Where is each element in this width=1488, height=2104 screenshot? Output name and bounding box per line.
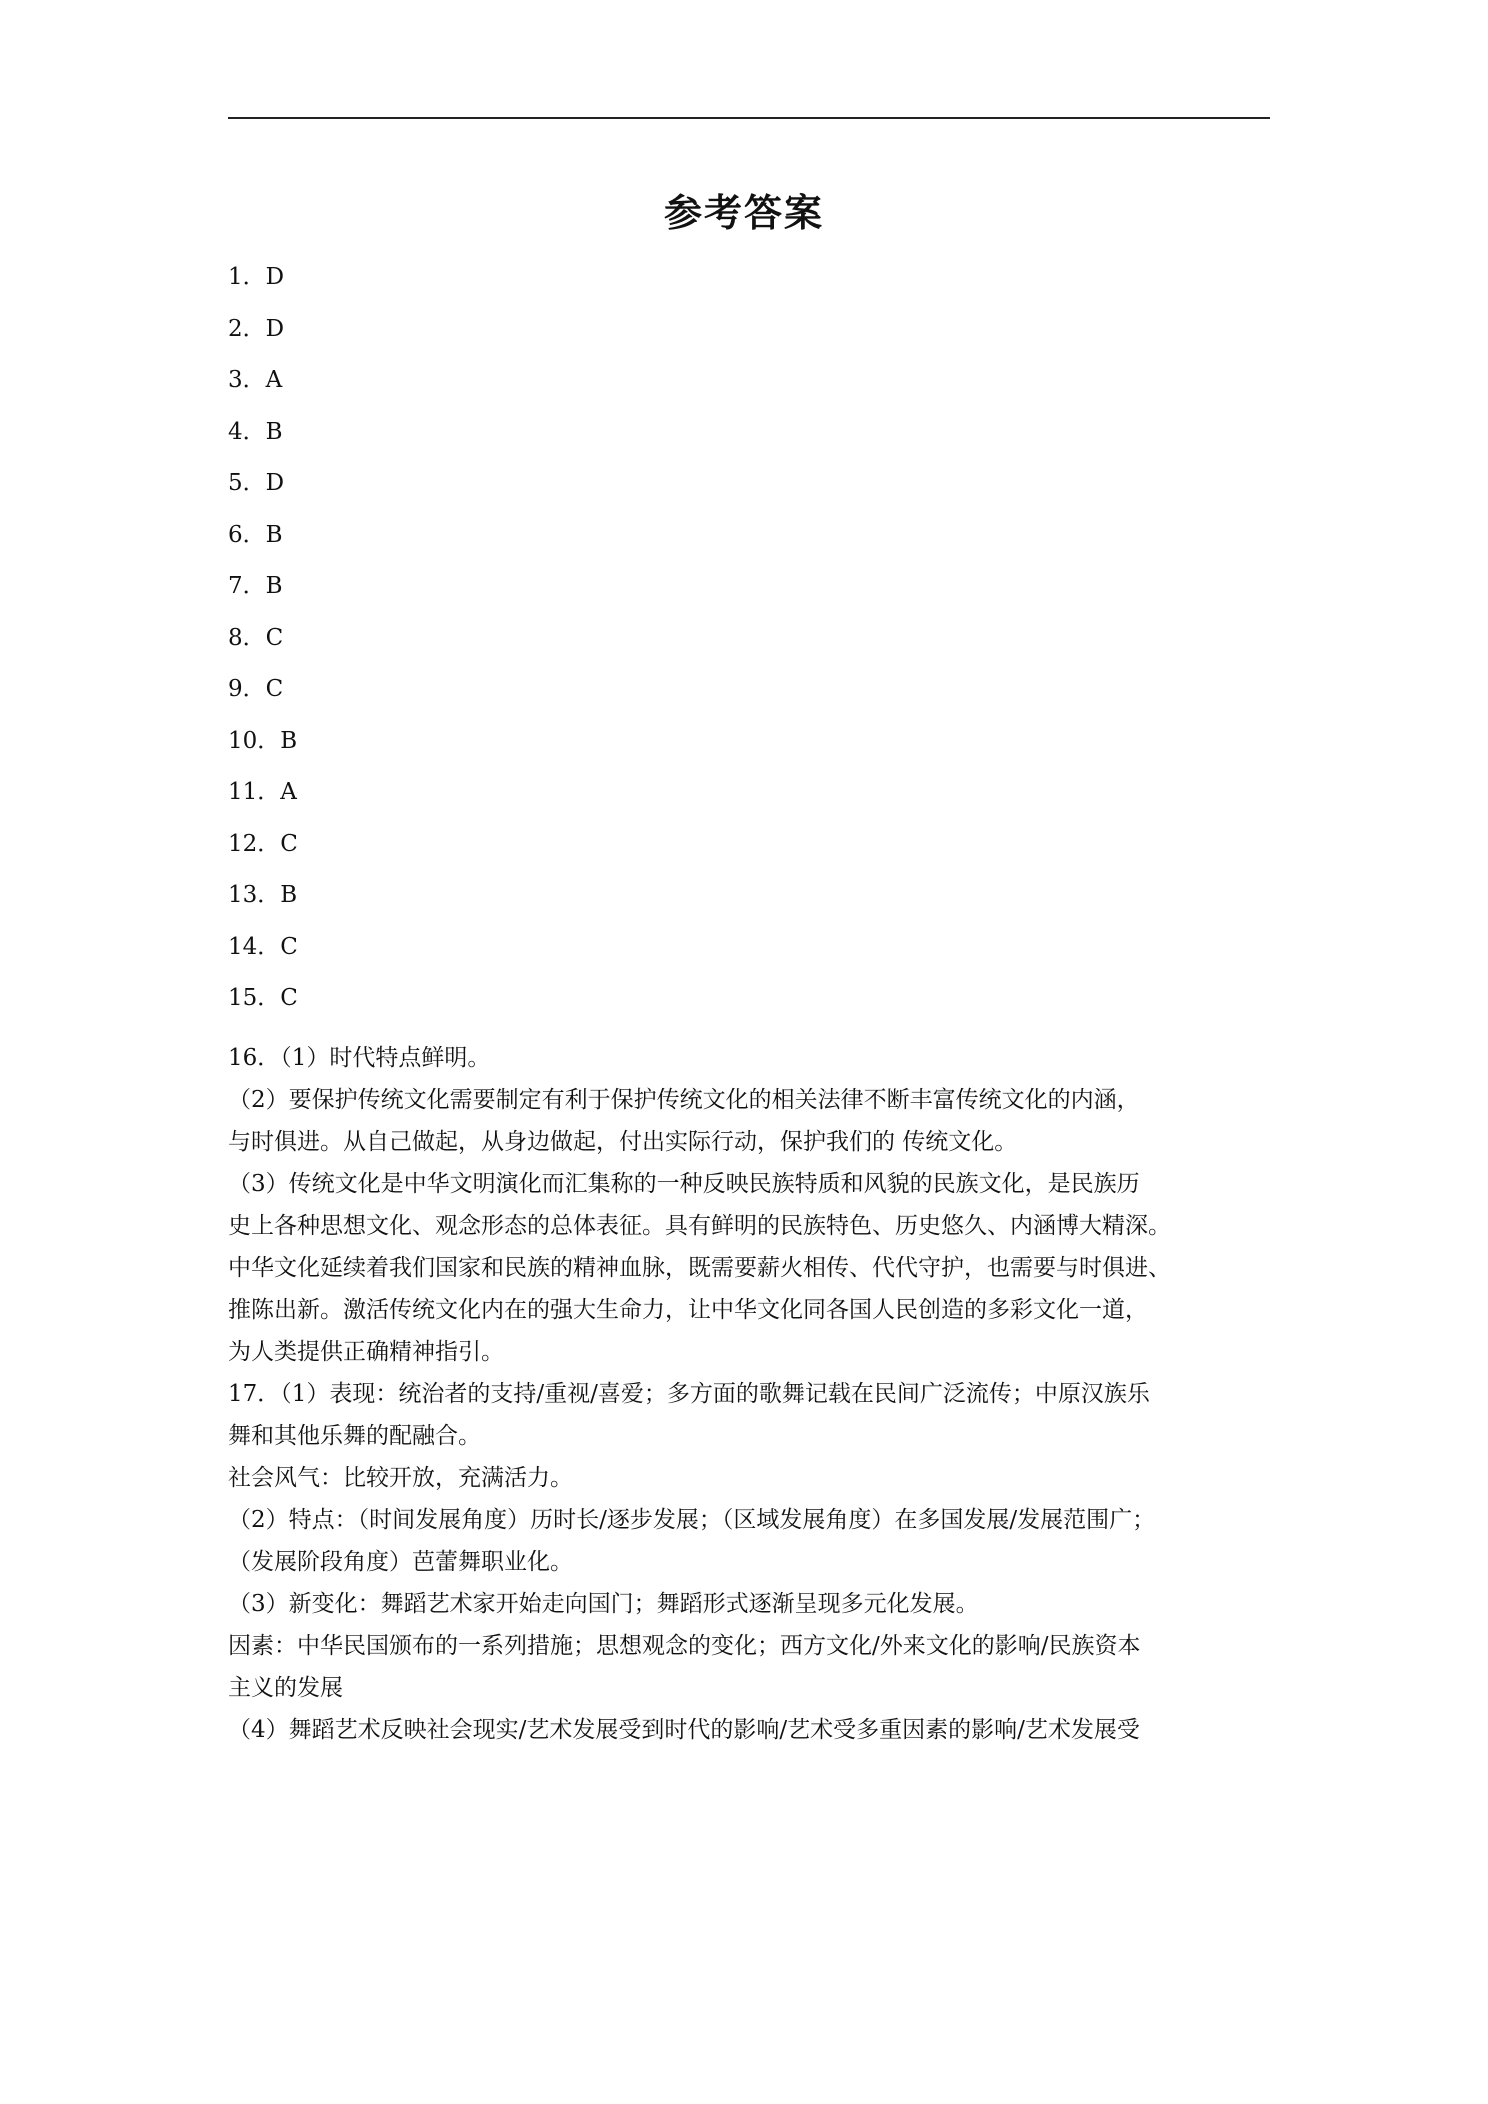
header-rule (228, 117, 1270, 119)
choice-answers (228, 259, 1278, 1032)
question-number: 1． (228, 264, 266, 290)
answer-16-part-2-line-1: （2）要保护传统文化需要制定有利于保护传统文化的相关法律不断丰富传统文化的内涵， (228, 1086, 1140, 1113)
answer-17-part-1-line-3: 社会风气：比较开放，充满活力。 (228, 1464, 573, 1491)
question-number: 4． (228, 418, 266, 445)
question-number: 8． (228, 624, 266, 651)
answer-17-part-3-line-3: 主义的发展 (228, 1674, 343, 1701)
question-number: 10． (228, 727, 281, 754)
question-number: 12． (228, 830, 281, 857)
choice-answer-line (228, 774, 1278, 826)
choice-answer: D (265, 315, 285, 342)
question-number: 7． (228, 573, 266, 599)
choice-answer-line (228, 826, 1278, 878)
choice-answer: B (280, 882, 298, 908)
choice-answer-line (228, 877, 1278, 929)
page-title: 参考答案 (663, 191, 824, 235)
choice-answer: B (280, 727, 298, 754)
choice-answer-line (228, 980, 1278, 1032)
answer-16-part-3-line-5: 为人类提供正确精神指引。 (228, 1338, 504, 1365)
answer-16-part-3-line-2: 史上各种思想文化、观念形态的总体表征。具有鲜明的民族特色、历史悠久、内涵博大精深。 (228, 1212, 1171, 1239)
answer-17-part-3-line-1: （3）新变化：舞蹈艺术家开始走向国门；舞蹈形式逐渐呈现多元化发展。 (228, 1590, 979, 1617)
choice-answer-line (228, 723, 1278, 775)
choice-answer-line (228, 362, 1278, 414)
choice-answer-line (228, 671, 1278, 723)
question-number: 6． (228, 521, 266, 548)
choice-answer: B (265, 521, 283, 548)
choice-answer-line (228, 465, 1278, 517)
answer-16-part-1: 16．（1）时代特点鲜明。 (228, 1044, 491, 1071)
question-number: 5． (228, 470, 266, 496)
question-number: 15． (228, 985, 281, 1011)
choice-answer: C (265, 624, 284, 651)
choice-answer: B (265, 573, 283, 599)
answer-17-part-3-line-2: 因素：中华民国颁布的一系列措施；思想观念的变化；西方文化/外来文化的影响/民族资本 (228, 1632, 1141, 1659)
answer-16-part-3-line-4: 推陈出新。激活传统文化内在的强大生命力，让中华文化同各国人民创造的多彩文化一道， (228, 1296, 1148, 1323)
question-number: 2． (228, 315, 266, 342)
choice-answer-line (228, 259, 1278, 311)
choice-answer: D (265, 470, 285, 496)
answer-17-part-2-line-1: （2）特点：（时间发展角度）历时长/逐步发展；（区域发展角度）在多国发展/发展范围广； (228, 1506, 1156, 1533)
answer-17-part-2-line-2: （发展阶段角度）芭蕾舞职业化。 (228, 1548, 573, 1575)
answer-17 (228, 1373, 1278, 1751)
choice-answer-line (228, 311, 1278, 363)
answer-17-part-1-line-1: 17．（1）表现：统治者的支持/重视/喜爱；多方面的歌舞记载在民间广泛流传；中原汉族乐 (228, 1380, 1150, 1407)
question-number: 11． (228, 779, 281, 805)
question-number: 3． (228, 367, 266, 393)
choice-answer: C (280, 933, 298, 960)
question-number: 9． (228, 676, 266, 702)
answer-16-part-3-line-3: 中华文化延续着我们国家和民族的精神血脉，既需要薪火相传、代代守护，也需要与时俱进、 (228, 1254, 1171, 1281)
answer-16-part-3-line-1: （3）传统文化是中华文明演化而汇集称的一种反映民族特质和风貌的民族文化，是民族历 (228, 1170, 1140, 1197)
choice-answer: D (265, 264, 285, 290)
choice-answer: C (265, 676, 284, 702)
choice-answer-line (228, 568, 1278, 620)
answer-16-part-2-line-2: 与时俱进。从自己做起，从身边做起，付出实际行动，保护我们的 传统文化。 (228, 1128, 1018, 1155)
answer-17-part-1-line-2: 舞和其他乐舞的配融合。 (228, 1422, 481, 1449)
answer-list (228, 259, 1278, 1751)
question-number: 13． (228, 882, 281, 908)
choice-answer-line (228, 517, 1278, 569)
question-number: 14． (228, 933, 281, 960)
choice-answer: A (280, 779, 297, 805)
choice-answer: B (265, 418, 283, 445)
choice-answer-line (228, 414, 1278, 466)
choice-answer-line (228, 929, 1278, 981)
answer-16 (228, 1037, 1278, 1373)
choice-answer: C (280, 985, 298, 1011)
choice-answer: A (265, 367, 283, 393)
choice-answer-line (228, 620, 1278, 672)
answer-17-part-4-line-1: （4）舞蹈艺术反映社会现实/艺术发展受到时代的影响/艺术受多重因素的影响/艺术发展受 (228, 1716, 1140, 1743)
choice-answer: C (280, 830, 298, 857)
